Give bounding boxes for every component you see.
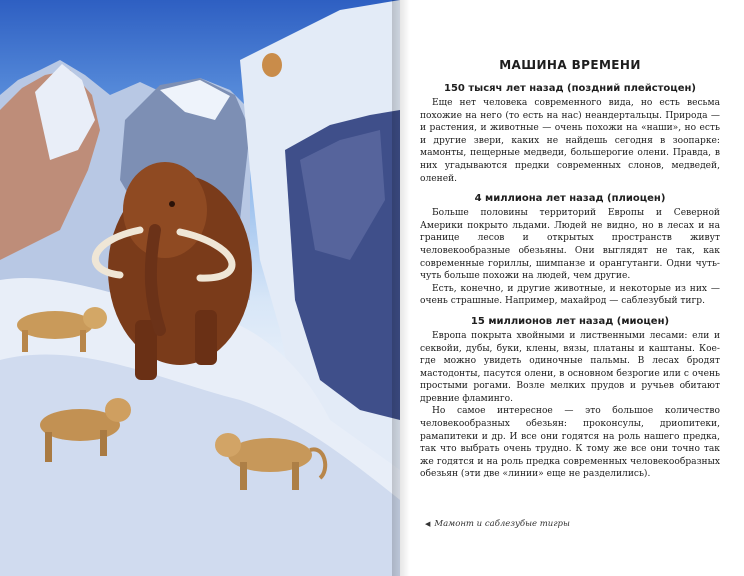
text-page xyxy=(420,58,720,481)
paragraph: Но самое интересное — это большое количество человекообразных обезьян: проконсулы, дриопитеки, рамапитеки и др. И все они годятся на роль нашего предка, так что выбрать очень трудно. К тому же все они точно так же годятся и на роль предка современных человекообразных обезьян (эти две «линии» еще не разделились). xyxy=(420,406,720,480)
paragraph: Есть, конечно, и другие животные, и некоторые из них — очень страшные. Например, махайрод — саблезубый тигр. xyxy=(420,283,720,307)
image-caption xyxy=(425,519,570,529)
paragraph: Европа покрыта хвойными и лиственными лесами: ели и секвойи, дубы, буки, клены, вязы, платаны и каштаны. Кое-где можно увидеть одиночные пальмы. В лесах бродят мастодонты, пасутся олени, в основном безрогие или с очень простыми рогами. Возле мелких прудов и ручьев обитают древние фламинго. xyxy=(420,330,720,404)
book-gutter-shadow xyxy=(392,0,410,576)
tiger-on-cliff xyxy=(262,53,282,77)
paragraph: Больше половины территорий Европы и Северной Америки покрыто льдами. Людей не видно, но в лесах и на границе лесов и открытых пространств живут человекообразные обезьяны. Они выглядят не так, как современные гориллы, шимпанзе и орангутанги. Одни чуть-чуть больше похожи на людей, чем другие. xyxy=(420,208,720,282)
section-heading: 4 миллиона лет назад (плиоцен) xyxy=(474,193,666,205)
caption-text: Мамонт и саблезубые тигры xyxy=(434,519,570,529)
paragraph: Еще нет человека современного вида, но есть весьма похожие на него (то есть на нас) неандертальцы. Природа — и растения, и животные — очень похожи на «наши», но есть и другие звери, каких не найдешь сегодня в зоопарке: мамонты, пещерные медведи, большерогие олени. Правда, в них угадываются предки современных слонов, медведей, оленей. xyxy=(420,98,720,184)
page-title: МАШИНА ВРЕМЕНИ xyxy=(499,58,641,72)
caption-pointer-icon: ◀ xyxy=(425,520,431,528)
section-heading: 15 миллионов лет назад (миоцен) xyxy=(470,315,670,327)
section-heading: 150 тысяч лет назад (поздний плейстоцен) xyxy=(444,83,696,94)
